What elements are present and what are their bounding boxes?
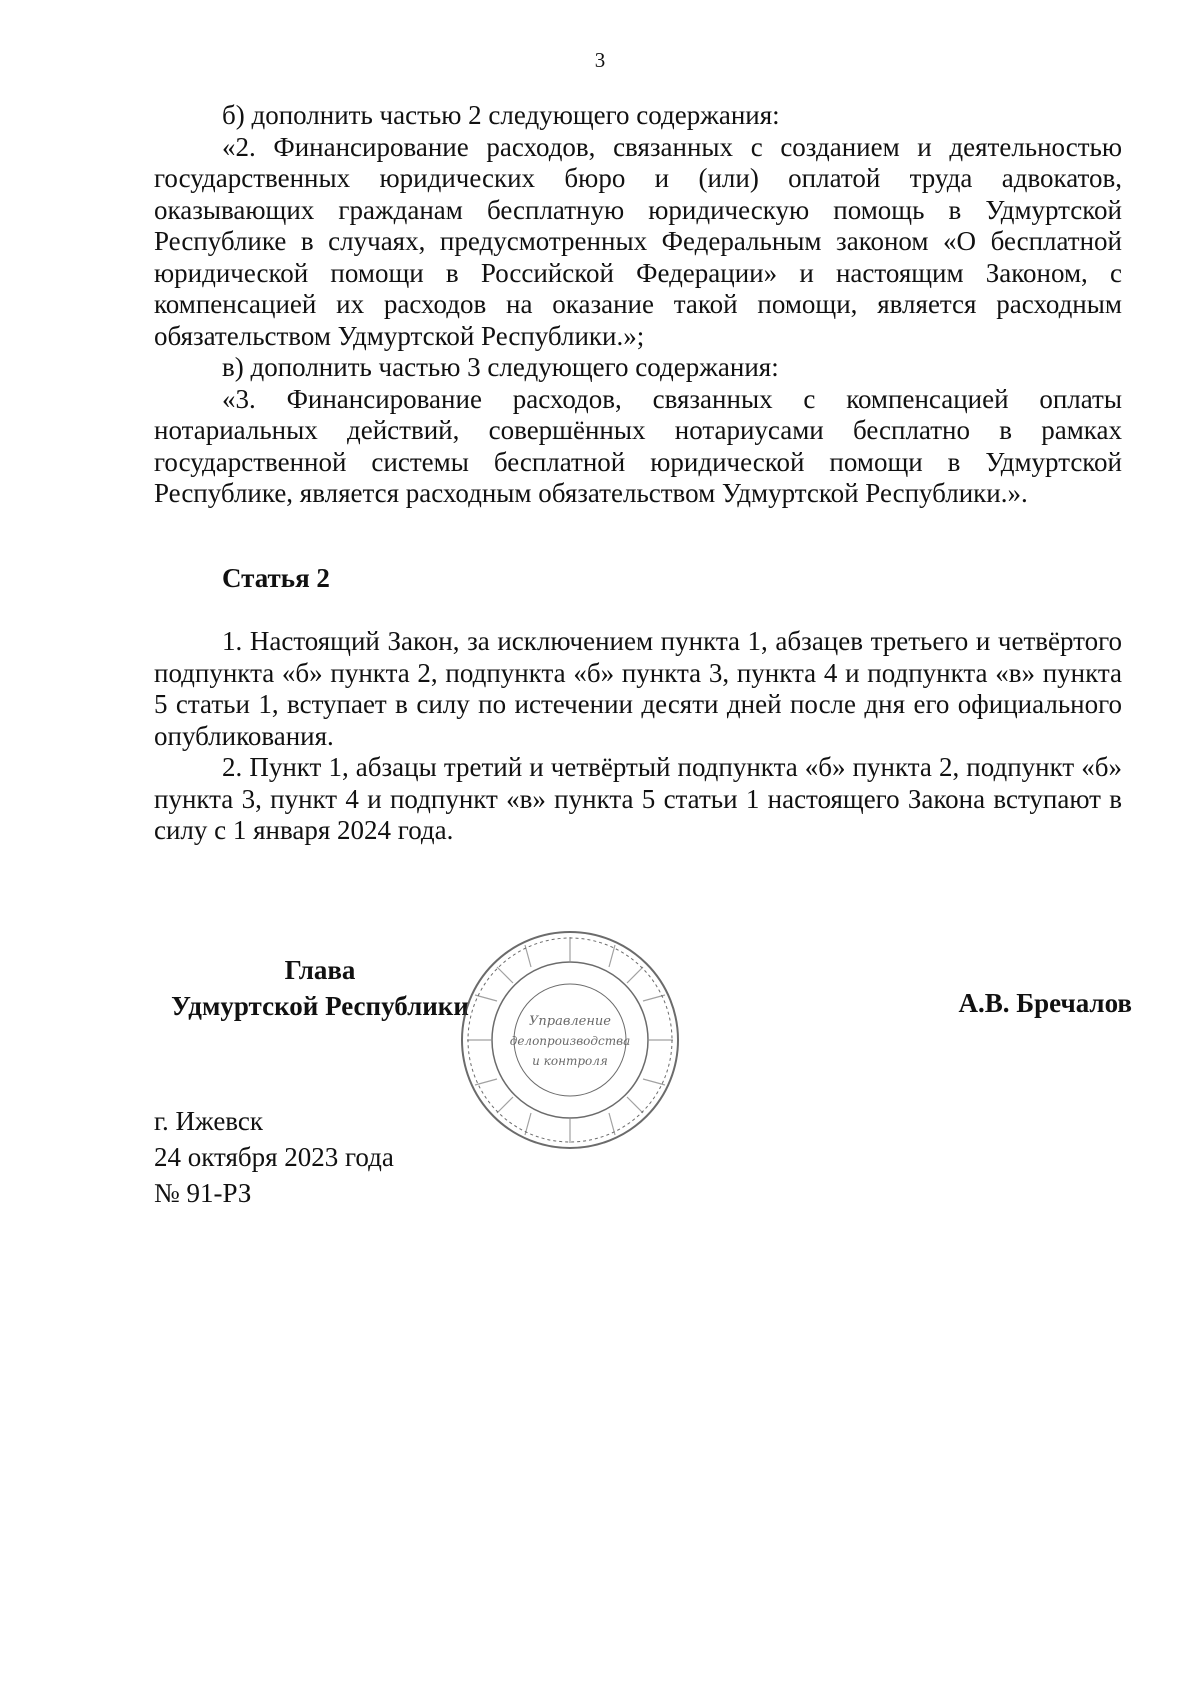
amendments-section <box>154 100 1122 510</box>
amendment-b-intro: б) дополнить частью 2 следующего содержания: <box>222 100 780 130</box>
stamp-line-1: Управление <box>528 1014 612 1029</box>
article-2-heading: Статья 2 <box>222 563 330 593</box>
official-seal-stamp <box>455 925 685 1155</box>
signatory-title-line-1: Глава <box>284 955 356 985</box>
stamp-line-3: и контроля <box>532 1054 608 1068</box>
article-2-body <box>154 626 1122 847</box>
signatory-title <box>160 952 480 1024</box>
amendment-v-intro: в) дополнить частью 3 следующего содержания: <box>222 352 779 382</box>
signatory-title-line-2: Удмуртской Республики <box>171 991 469 1021</box>
date-of-signing: 24 октября 2023 года <box>154 1142 394 1172</box>
article-2-paragraph-2: 2. Пункт 1, абзацы третий и четвёртый подпункта «б» пункта 2, подпункт «б» пункта 3, пункт 4 и подпункт «в» пункта 5 статьи 1 настоящего Закона вступают в силу с 1 января 2024 года. <box>154 752 1122 845</box>
law-number: № 91-РЗ <box>154 1178 252 1208</box>
amendment-b-text: «2. Финансирование расходов, связанных с созданием и деятельностью государственных юридических бюро и (или) оплатой труда адвокатов, оказывающих гражданам бесплатную юридическую помощь в Удмуртской Республике в случаях, предусмотренных Федеральным законом «О бесплатной юридической помощи в Российской Федерации» и настоящим Законом, с компенсацией их расходов на оказание такой помощи, является расходным обязательством Удмуртской Республики.»; <box>154 131 1122 351</box>
place-of-signing: г. Ижевск <box>154 1106 264 1136</box>
stamp-line-2: делопроизводства <box>509 1034 631 1048</box>
article-2-paragraph-1: 1. Настоящий Закон, за исключением пункта 1, абзацев третьего и четвёртого подпункта «б» пункта 2, подпункта «б» пункта 3, пункта 4 и подпункта «в» пункта 5 статьи 1, вступает в силу по истечении десяти дней после дня его официального опубликования. <box>154 626 1122 751</box>
page-number: 3 <box>594 48 606 72</box>
signatory-name: А.В. Бречалов <box>958 988 1132 1018</box>
amendment-v-text: «3. Финансирование расходов, связанных с компенсацией оплаты нотариальных действий, совершённых нотариусами бесплатно в рамках государственной системы бесплатной юридической помощи в Удмуртской Республике, является расходным обязательством Удмуртской Республики.». <box>154 383 1122 508</box>
document-footer <box>154 1103 394 1211</box>
